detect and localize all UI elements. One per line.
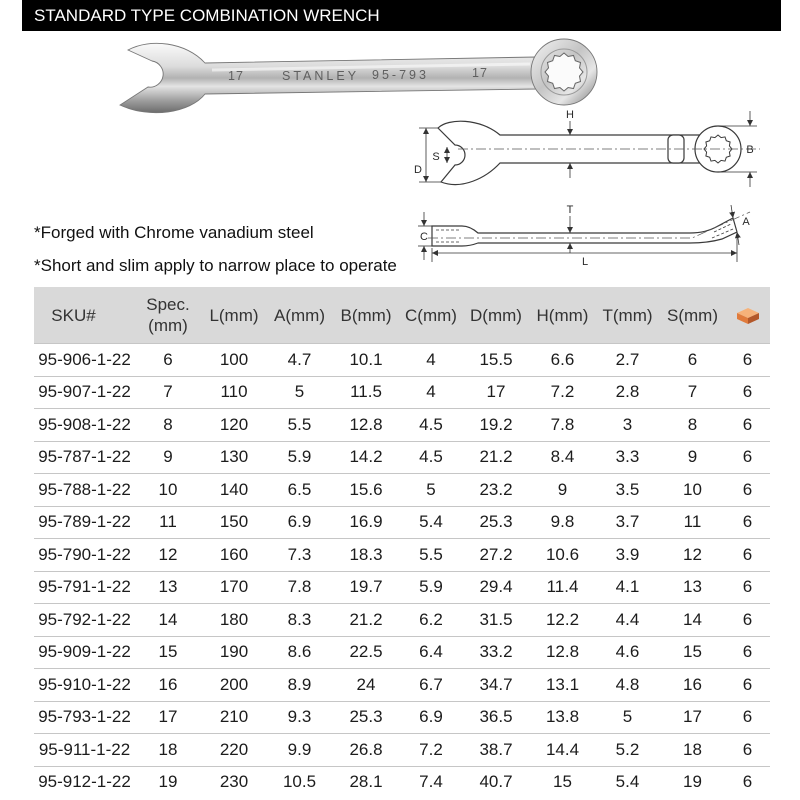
l-cell: 110 xyxy=(220,382,248,402)
c-cell: 7.4 xyxy=(419,772,443,792)
s-cell: 11 xyxy=(683,512,702,532)
pack-quantity-cell: 6 xyxy=(742,349,753,369)
table-row xyxy=(34,766,770,799)
t-cell: 3 xyxy=(622,414,633,434)
s-cell: 15 xyxy=(683,642,702,662)
header-t: T(mm) xyxy=(602,305,653,325)
table-row xyxy=(34,636,770,669)
c-cell: 6.2 xyxy=(419,609,443,629)
b-cell: 28.1 xyxy=(349,772,383,792)
pack-quantity-cell: 6 xyxy=(742,447,753,467)
l-cell: 230 xyxy=(219,772,249,792)
header-pack-quantity xyxy=(725,287,770,343)
feature-note: *Short and slim apply to narrow place to operate xyxy=(34,256,397,275)
t-cell: 2.7 xyxy=(615,349,640,369)
h-cell: 12.2 xyxy=(545,609,580,629)
b-cell: 12.8 xyxy=(349,414,383,434)
t-cell: 5.2 xyxy=(615,739,640,759)
sku-cell: 95-793-1-22 xyxy=(38,707,131,727)
header-d: D(mm) xyxy=(470,305,522,325)
s-cell: 8 xyxy=(687,414,698,434)
t-cell: 3.7 xyxy=(615,512,640,532)
h-cell: 9.8 xyxy=(550,512,575,532)
feature-note: *Forged with Chrome vanadium steel xyxy=(34,223,314,242)
s-cell: 18 xyxy=(683,739,702,759)
b-cell: 11.5 xyxy=(350,382,382,402)
d-cell: 31.5 xyxy=(479,609,513,629)
spec-table xyxy=(34,287,770,798)
t-cell: 4.6 xyxy=(615,642,640,662)
b-cell: 24 xyxy=(356,674,376,694)
d-cell: 17 xyxy=(486,382,506,402)
a-cell: 8.3 xyxy=(287,609,312,629)
t-cell: 3.3 xyxy=(615,447,640,467)
a-cell: 6.5 xyxy=(287,479,312,499)
l-cell: 150 xyxy=(219,512,249,532)
engraving-model: 95-793 xyxy=(372,68,429,82)
table-row xyxy=(34,733,770,766)
header-spec-unit: (mm) xyxy=(148,316,188,335)
l-cell: 140 xyxy=(219,479,249,499)
table-row xyxy=(34,473,770,506)
s-cell: 14 xyxy=(683,609,702,629)
pack-quantity-cell: 6 xyxy=(742,414,753,434)
sku-cell: 95-909-1-22 xyxy=(38,642,131,662)
header-b: B(mm) xyxy=(340,305,392,325)
sku-cell: 95-906-1-22 xyxy=(38,349,131,369)
s-cell: 13 xyxy=(683,577,702,597)
d-cell: 21.2 xyxy=(479,447,513,467)
sku-cell: 95-787-1-22 xyxy=(38,447,131,467)
l-cell: 120 xyxy=(219,414,249,434)
pack-quantity-cell: 6 xyxy=(742,577,753,597)
spec-cell: 8 xyxy=(163,414,173,434)
c-cell: 6.9 xyxy=(419,707,443,727)
header-sku: SKU# xyxy=(51,305,96,325)
sku-cell: 95-908-1-22 xyxy=(38,414,131,434)
h-cell: 8.4 xyxy=(550,447,575,467)
table-body xyxy=(34,343,770,798)
h-cell: 11.4 xyxy=(546,577,579,597)
a-cell: 6.9 xyxy=(287,512,312,532)
d-cell: 25.3 xyxy=(479,512,513,532)
header-h: H(mm) xyxy=(536,305,589,325)
pack-quantity-cell: 6 xyxy=(742,512,753,532)
s-cell: 10 xyxy=(683,479,702,499)
sku-cell: 95-912-1-22 xyxy=(38,772,131,792)
table-row xyxy=(34,701,770,734)
spec-cell: 10 xyxy=(158,479,178,499)
a-cell: 8.9 xyxy=(287,674,312,694)
b-cell: 22.5 xyxy=(349,642,383,662)
b-cell: 25.3 xyxy=(349,707,383,727)
title-bar xyxy=(22,0,781,31)
s-cell: 12 xyxy=(683,544,702,564)
sku-cell: 95-791-1-22 xyxy=(38,577,131,597)
h-cell: 13.8 xyxy=(545,707,580,727)
spec-cell: 16 xyxy=(158,674,178,694)
table-row xyxy=(34,343,770,376)
l-cell: 130 xyxy=(219,447,249,467)
pack-quantity-cell: 6 xyxy=(742,642,753,662)
h-cell: 13.1 xyxy=(545,674,580,694)
dimension-label-b: B xyxy=(746,144,754,156)
a-cell: 5 xyxy=(294,382,305,402)
h-cell: 15 xyxy=(553,772,572,792)
c-cell: 6.7 xyxy=(419,674,443,694)
c-cell: 4.5 xyxy=(419,447,443,467)
header-a: A(mm) xyxy=(274,305,325,325)
h-cell: 9 xyxy=(557,479,568,499)
d-cell: 15.5 xyxy=(479,349,513,369)
s-cell: 6 xyxy=(687,349,698,369)
a-cell: 5.5 xyxy=(287,414,312,434)
table-row xyxy=(34,408,770,441)
pack-quantity-cell: 6 xyxy=(742,772,753,792)
l-cell: 100 xyxy=(219,349,249,369)
dimension-label-a: A xyxy=(742,216,750,228)
d-cell: 19.2 xyxy=(479,414,513,434)
c-cell: 5 xyxy=(426,479,436,499)
d-cell: 33.2 xyxy=(479,642,513,662)
sku-cell: 95-789-1-22 xyxy=(38,512,131,532)
b-cell: 18.3 xyxy=(349,544,383,564)
table-row xyxy=(34,376,770,409)
header-c: C(mm) xyxy=(405,305,457,325)
h-cell: 7.8 xyxy=(550,414,575,434)
header-spec-label: Spec. xyxy=(146,295,190,314)
dimension-label-h: H xyxy=(566,109,574,121)
a-cell: 5.9 xyxy=(287,447,312,467)
s-cell: 19 xyxy=(683,772,702,792)
b-cell: 15.6 xyxy=(349,479,383,499)
l-cell: 220 xyxy=(219,739,249,759)
c-cell: 4.5 xyxy=(419,414,443,434)
a-cell: 9.3 xyxy=(287,707,312,727)
s-cell: 9 xyxy=(687,447,698,467)
pack-quantity-cell: 6 xyxy=(742,382,753,402)
sku-cell: 95-788-1-22 xyxy=(38,479,131,499)
spec-cell: 13 xyxy=(158,577,178,597)
header-l: L(mm) xyxy=(209,305,259,325)
spec-cell: 9 xyxy=(163,447,173,467)
a-cell: 4.7 xyxy=(287,349,312,369)
dimension-label-s: S xyxy=(432,151,440,163)
table-row xyxy=(34,506,770,539)
dimension-label-t: T xyxy=(566,204,574,216)
header-s: S(mm) xyxy=(667,305,718,325)
b-cell: 19.7 xyxy=(349,577,383,597)
dimension-label-d: D xyxy=(414,164,422,176)
b-cell: 10.1 xyxy=(349,349,383,369)
b-cell: 26.8 xyxy=(349,739,383,759)
c-cell: 5.5 xyxy=(419,544,443,564)
c-cell: 4 xyxy=(426,382,436,402)
d-cell: 38.7 xyxy=(479,739,513,759)
b-cell: 14.2 xyxy=(349,447,383,467)
spec-cell: 14 xyxy=(158,609,178,629)
l-cell: 170 xyxy=(219,577,249,597)
t-cell: 4.4 xyxy=(615,609,640,629)
spec-cell: 7 xyxy=(163,382,173,402)
d-cell: 27.2 xyxy=(479,544,513,564)
side-view xyxy=(428,212,750,246)
spec-cell: 12 xyxy=(158,544,178,564)
d-cell: 23.2 xyxy=(479,479,513,499)
h-cell: 12.8 xyxy=(545,642,580,662)
h-cell: 10.6 xyxy=(545,544,580,564)
l-cell: 200 xyxy=(219,674,249,694)
dimension-diagram xyxy=(400,100,770,272)
s-cell: 16 xyxy=(683,674,702,694)
dimension-label-l: L xyxy=(581,256,589,268)
table-row xyxy=(34,571,770,604)
l-cell: 180 xyxy=(219,609,249,629)
t-cell: 5 xyxy=(622,707,633,727)
engraving-size-left: 17 xyxy=(228,69,244,83)
table-row xyxy=(34,441,770,474)
pack-quantity-cell: 6 xyxy=(742,739,753,759)
pack-quantity-cell: 6 xyxy=(742,544,753,564)
spec-cell: 6 xyxy=(163,349,173,369)
d-cell: 36.5 xyxy=(479,707,513,727)
a-cell: 9.9 xyxy=(287,739,312,759)
h-cell: 7.2 xyxy=(550,382,575,402)
d-cell: 34.7 xyxy=(479,674,513,694)
l-cell: 190 xyxy=(219,642,249,662)
package-icon xyxy=(735,304,761,326)
d-cell: 40.7 xyxy=(479,772,513,792)
a-cell: 10.5 xyxy=(282,772,317,792)
l-cell: 210 xyxy=(219,707,249,727)
s-cell: 17 xyxy=(683,707,702,727)
t-cell: 3.9 xyxy=(615,544,640,564)
pack-quantity-cell: 6 xyxy=(742,609,753,629)
d-cell: 29.4 xyxy=(479,577,513,597)
b-cell: 16.9 xyxy=(349,512,383,532)
spec-cell: 11 xyxy=(159,512,177,532)
pack-quantity-cell: 6 xyxy=(742,674,753,694)
pack-quantity-cell: 6 xyxy=(742,479,753,499)
l-cell: 160 xyxy=(219,544,249,564)
sku-cell: 95-911-1-22 xyxy=(38,739,131,759)
table-header-row xyxy=(34,287,770,343)
spec-cell: 18 xyxy=(158,739,178,759)
t-cell: 2.8 xyxy=(615,382,640,402)
page-title: STANDARD TYPE COMBINATION WRENCH xyxy=(34,6,380,25)
sku-cell: 95-907-1-22 xyxy=(38,382,131,402)
t-cell: 4.8 xyxy=(615,674,640,694)
top-view xyxy=(438,121,760,184)
a-cell: 7.3 xyxy=(287,544,312,564)
table-row xyxy=(34,603,770,636)
engraving-size-right: 17 xyxy=(472,66,488,80)
a-cell: 8.6 xyxy=(287,642,312,662)
engraving-brand: STANLEY xyxy=(282,69,360,83)
c-cell: 4 xyxy=(426,349,436,369)
c-cell: 5.4 xyxy=(419,512,443,532)
s-cell: 7 xyxy=(687,382,698,402)
c-cell: 5.9 xyxy=(419,577,443,597)
dimension-label-c: C xyxy=(420,231,428,243)
sku-cell: 95-792-1-22 xyxy=(38,609,131,629)
a-cell: 7.8 xyxy=(287,577,312,597)
b-cell: 21.2 xyxy=(349,609,383,629)
table-row xyxy=(34,668,770,701)
c-cell: 6.4 xyxy=(419,642,443,662)
header-spec xyxy=(135,287,201,343)
t-cell: 4.1 xyxy=(615,577,640,597)
spec-cell: 19 xyxy=(158,772,178,792)
spec-cell: 15 xyxy=(158,642,178,662)
pack-quantity-cell: 6 xyxy=(742,707,753,727)
t-cell: 5.4 xyxy=(615,772,640,792)
c-cell: 7.2 xyxy=(419,739,443,759)
table-row xyxy=(34,538,770,571)
h-cell: 14.4 xyxy=(545,739,580,759)
spec-cell: 17 xyxy=(158,707,178,727)
t-cell: 3.5 xyxy=(615,479,640,499)
sku-cell: 95-910-1-22 xyxy=(38,674,131,694)
sku-cell: 95-790-1-22 xyxy=(38,544,131,564)
h-cell: 6.6 xyxy=(550,349,575,369)
